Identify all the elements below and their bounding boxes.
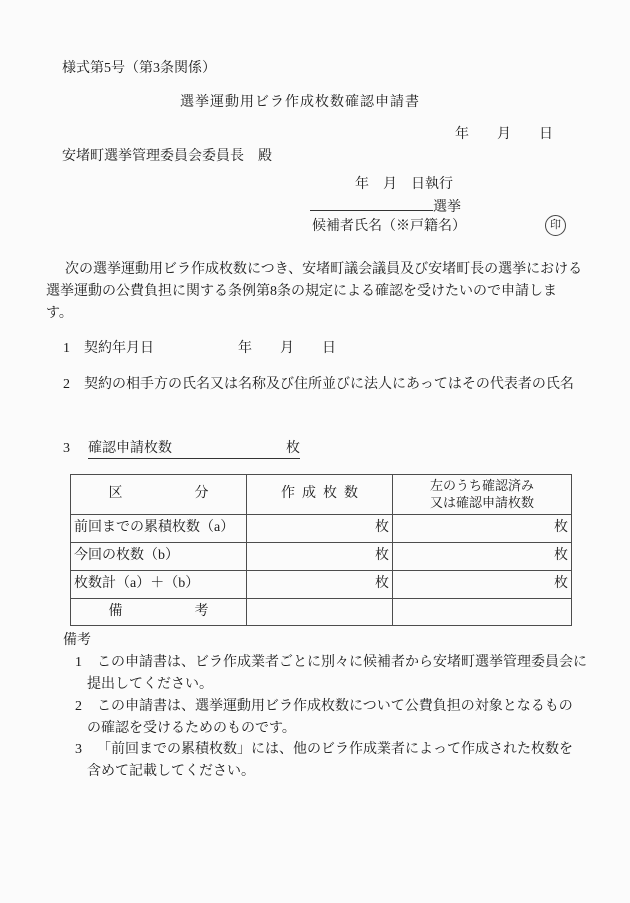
remarks-label-cell xyxy=(71,599,247,626)
table-row-total xyxy=(71,571,572,599)
header-category-left: 区 xyxy=(108,486,123,502)
item-requested-sheets xyxy=(63,441,300,456)
produced-unit: 枚 xyxy=(375,548,389,564)
remarks-left: 備 xyxy=(108,603,123,619)
note-1-line-2: 提出してください。 xyxy=(87,677,213,692)
table-header-row xyxy=(71,475,572,515)
application-date-line: 年 月 日 xyxy=(455,127,553,142)
election-execution-date: 年 月 日執行 xyxy=(355,177,453,192)
candidate-name-label: 候補者氏名（※戸籍名） xyxy=(312,219,466,234)
header-category-cell xyxy=(71,475,247,515)
note-1-number: 1 xyxy=(75,655,82,670)
row-label: 前回までの累積枚数（a） xyxy=(74,520,235,536)
remarks-empty-cell-2 xyxy=(393,599,572,626)
header-confirmed-line-1: 左のうち確認済み xyxy=(429,477,534,493)
sheet-count-table xyxy=(70,474,572,626)
body-paragraph-line-2: 選挙運動の公費負担に関する条例第8条の規定による確認を受けたいので申請しま xyxy=(46,284,557,299)
note-2-number: 2 xyxy=(75,699,82,714)
table-row-previous-total xyxy=(71,515,572,543)
notes-heading: 備考 xyxy=(63,633,91,648)
produced-unit: 枚 xyxy=(375,520,389,536)
note-3-number: 3 xyxy=(75,742,82,757)
note-2-line-1: 2 この申請書は、選挙運動用ビラ作成枚数について公費負担の対象となるもの xyxy=(75,699,573,714)
header-produced-label: 作成枚数 xyxy=(281,486,365,502)
confirmed-unit: 枚 xyxy=(554,520,568,536)
document-title: 選挙運動用ビラ作成枚数確認申請書 xyxy=(180,95,420,110)
election-name-line xyxy=(310,198,461,215)
remarks-right: 考 xyxy=(194,603,209,619)
row-label: 枚数計（a）＋（b） xyxy=(74,576,200,592)
requested-sheets-blank-field xyxy=(172,451,286,452)
note-3-line-2: 含めて記載してください。 xyxy=(87,764,255,779)
body-paragraph-line-1: 次の選挙運動用ビラ作成枚数につき、安堵町議会議員及び安堵町長の選挙における xyxy=(65,262,583,277)
table-row-remarks xyxy=(71,599,572,626)
item-3-number: 3 xyxy=(63,441,70,456)
header-confirmed-line-2: 又は確認申請枚数 xyxy=(429,494,534,510)
seal-mark-icon: 印 xyxy=(545,215,566,236)
election-name-blank-field xyxy=(310,198,433,211)
election-suffix-label: 選挙 xyxy=(433,200,461,215)
header-category-right: 分 xyxy=(194,486,209,502)
note-2-line-2: の確認を受けるためのものです。 xyxy=(87,721,296,736)
body-paragraph-line-3: す。 xyxy=(46,306,73,321)
header-confirmed-cell xyxy=(393,475,572,515)
item-contract-party: 2 契約の相手方の氏名又は名称及び住所並びに法人にあってはその代表者の氏名 xyxy=(63,377,574,392)
item-3-unit: 枚 xyxy=(286,441,300,456)
item-3-label: 確認申請枚数 xyxy=(88,441,172,456)
table-row-current-count xyxy=(71,543,572,571)
item-contract-date: 1 契約年月日 年 月 日 xyxy=(63,341,336,356)
note-1-line-1: 1 この申請書は、ビラ作成業者ごとに別々に候補者から安堵町選挙管理委員会に xyxy=(75,655,587,670)
confirmed-unit: 枚 xyxy=(554,548,568,564)
form-number: 様式第5号（第3条関係） xyxy=(62,61,216,76)
confirmed-unit: 枚 xyxy=(554,576,568,592)
produced-unit: 枚 xyxy=(375,576,389,592)
addressee-line: 安堵町選挙管理委員会委員長 殿 xyxy=(62,149,272,164)
row-label: 今回の枚数（b） xyxy=(74,548,179,564)
header-produced-cell xyxy=(247,475,393,515)
remarks-empty-cell-1 xyxy=(247,599,393,626)
note-3-line-1: 3 「前回までの累積枚数」には、他のビラ作成業者によって作成された枚数を xyxy=(75,742,573,757)
